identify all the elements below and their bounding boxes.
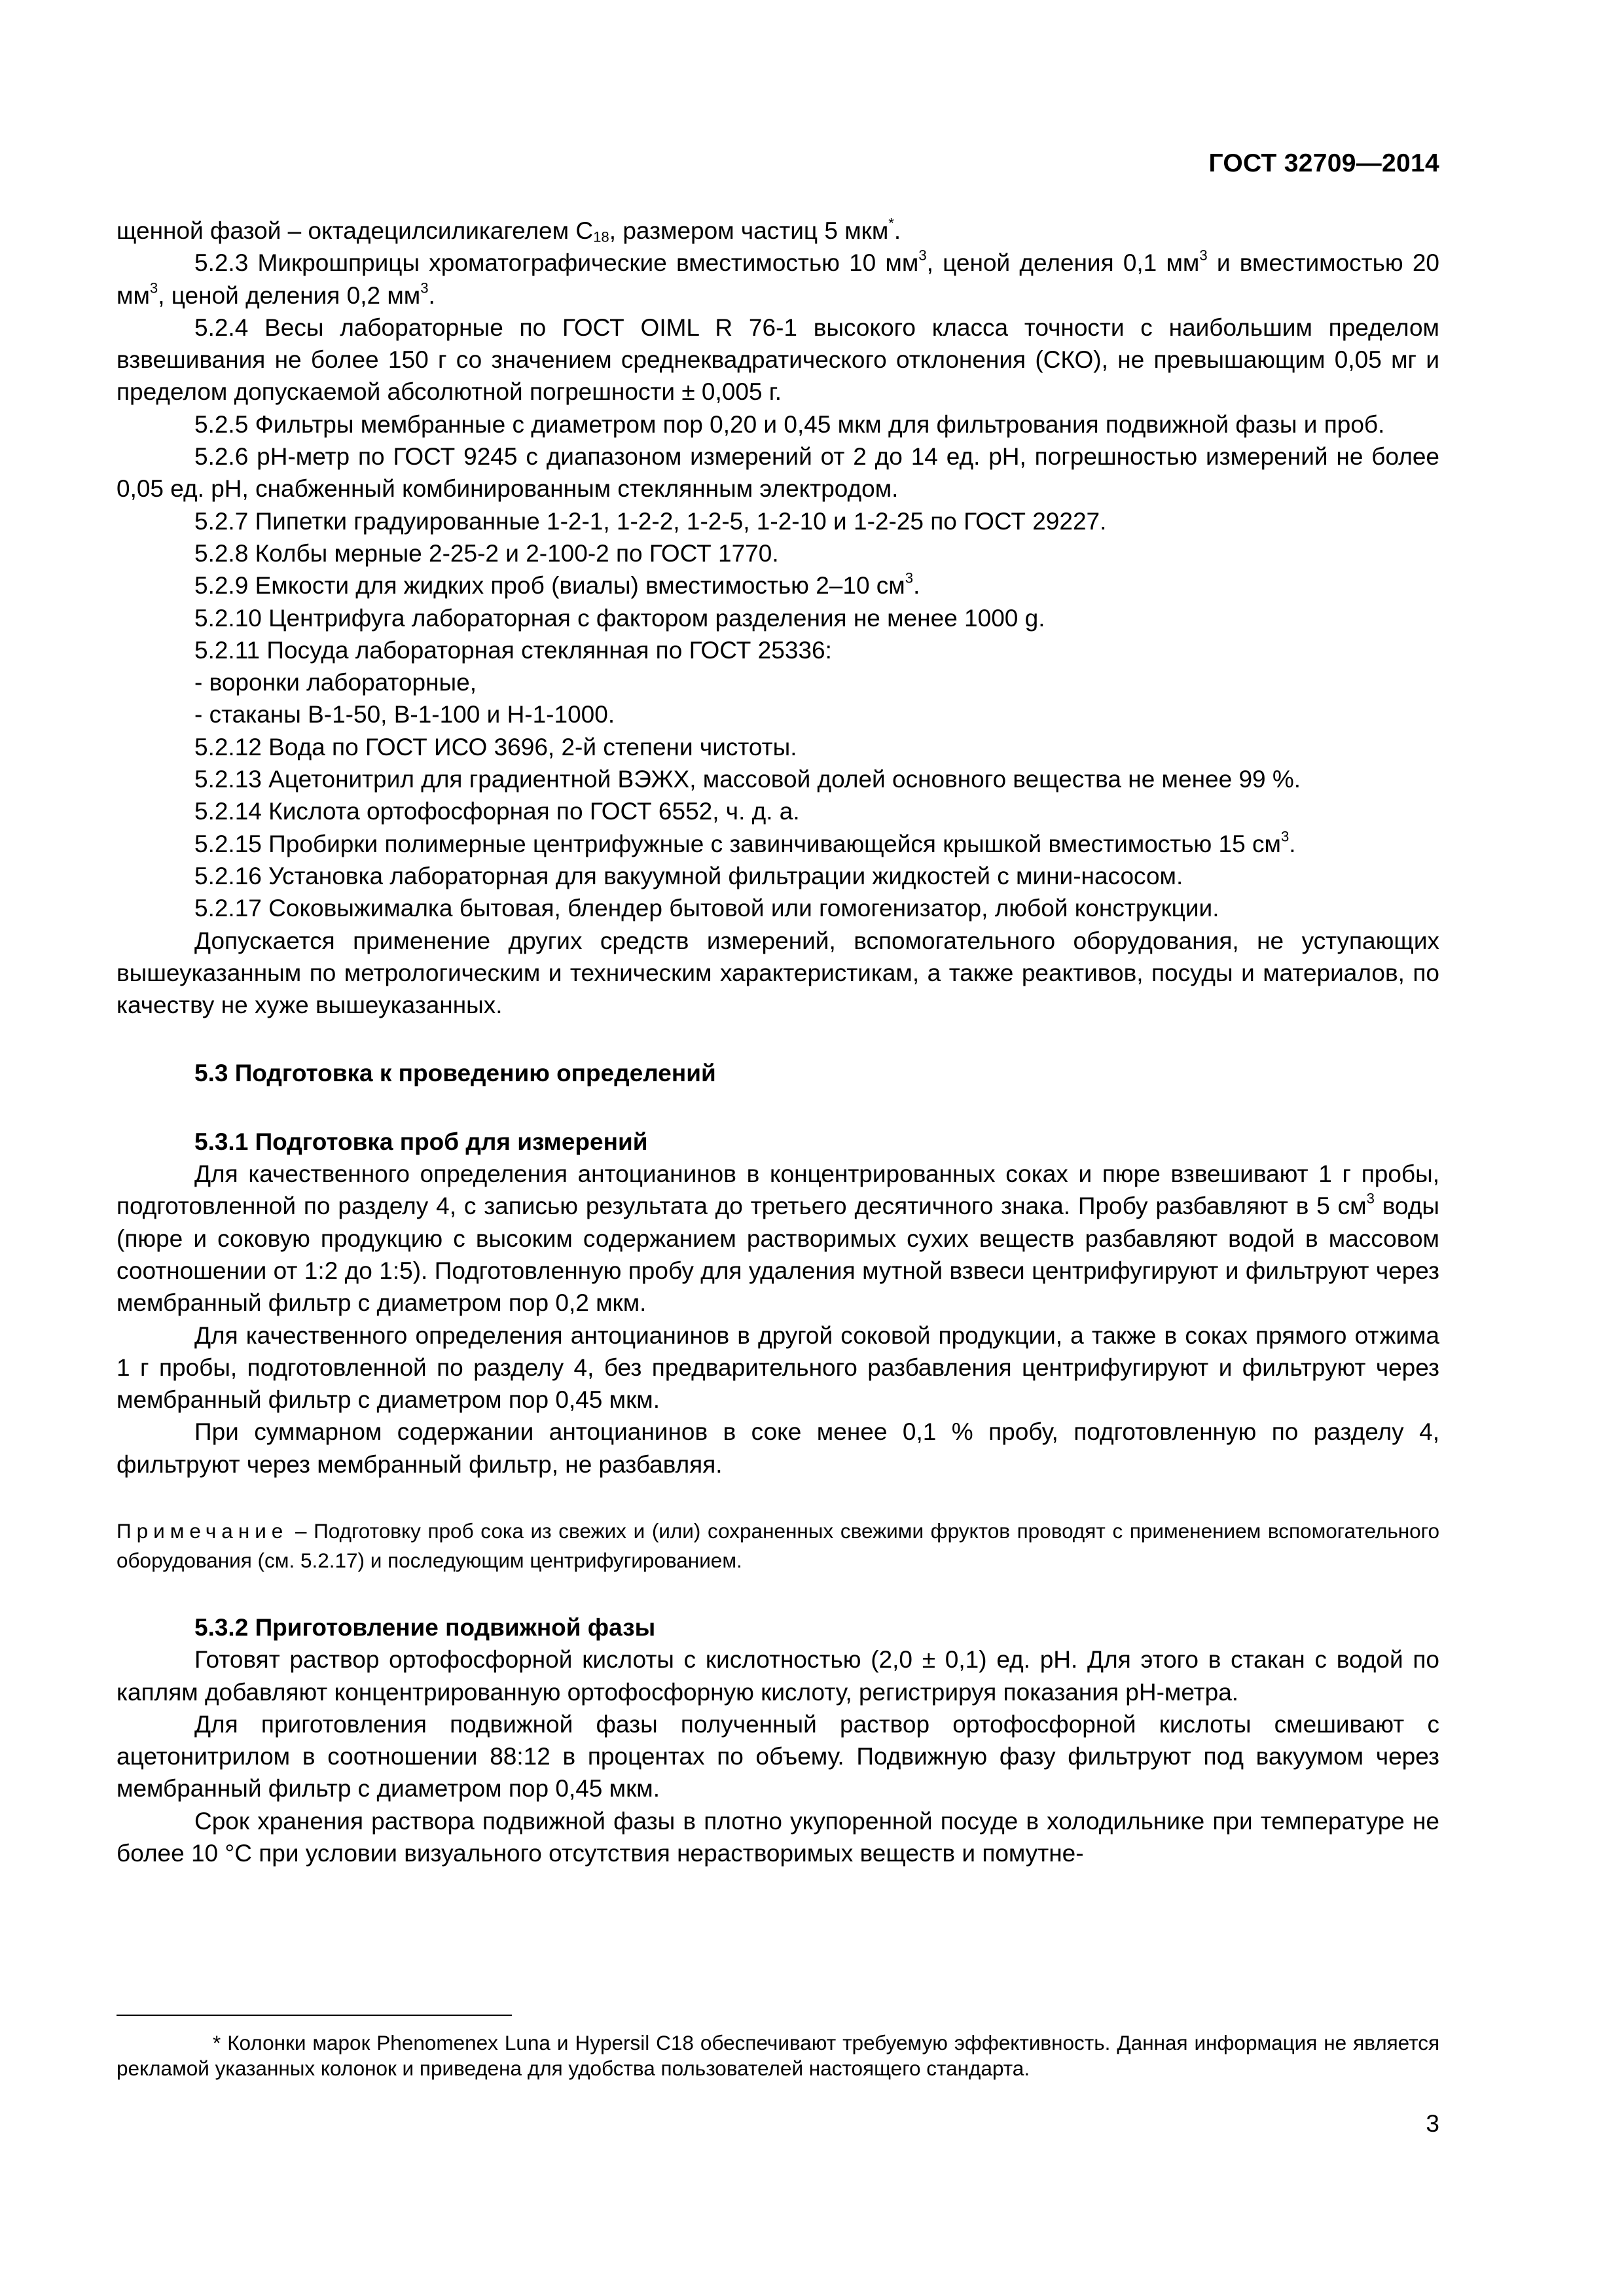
paragraph-sample-prep-low-content: При суммарном содержании антоцианинов в соке менее 0,1 % пробу, подготовленную по разделу 4, фильтруют через мембранный фильтр, не разбавляя. [117, 1418, 1439, 1478]
footnote-divider [117, 2015, 512, 2016]
paragraph-mobile-phase-mix: Для приготовления подвижной фазы полученный раствор ортофосфорной кислоты смешивают с ацетонитрилом в соотношении 88:12 в процентах по объему. Подвижную фазу фильтруют под вакуумом через мембранный фильтр с диаметром пор 0,45 мкм. [117, 1710, 1439, 1803]
paragraph-5-2-12: 5.2.12 Вода по ГОСТ ИСО 3696, 2-й степени чистоты. [194, 733, 797, 761]
note-label: Примечание [117, 1518, 289, 1543]
paragraph-sample-prep-other: Для качественного определения антоцианинов в другой соковой продукции, а также в соках прямого отжима 1 г пробы, подготовленной по разделу 4, без предварительного разбавления центрифугируют и фильтруют через мембранный фильтр с диаметром пор 0,45 мкм. [117, 1321, 1439, 1414]
paragraph-5-2-10: 5.2.10 Центрифуга лабораторная с фактором разделения не менее 1000 g. [194, 604, 1045, 632]
note: Примечание – Подготовку проб сока из свежих и (или) сохраненных свежими фруктов проводят с применением вспомогательного оборудования (см. 5.2.17) и последующим центрифугированием. [117, 1518, 1439, 1572]
paragraph-5-2-11: 5.2.11 Посуда лабораторная стеклянная по ГОСТ 25336: [194, 636, 832, 664]
paragraph-5-2-6: 5.2.6 pH-метр по ГОСТ 9245 с диапазоном измерений от 2 до 14 ед. pH, погрешностью измерений не более 0,05 ед. pH, снабженный комбинированным стеклянным электродом. [117, 443, 1439, 503]
footnote: * Колонки марок Phenomenex Luna и Hypersil C18 обеспечивают требуемую эффективность. Данная информация не является рекламой указанных колонок и приведена для удобства пользователей настоящего стандарта. [117, 2031, 1439, 2080]
paragraph-5-2-13: 5.2.13 Ацетонитрил для градиентной ВЭЖХ, массовой долей основного вещества не менее 99 %. [194, 766, 1301, 793]
document-body [117, 215, 1439, 1869]
paragraph-storage: Срок хранения раствора подвижной фазы в плотно укупоренной посуде в холодильнике при температуре не более 10 °С при условии визуального отсутствия нерастворимых веществ и помутне- [117, 1807, 1439, 1867]
document-header: ГОСТ 32709—2014 [1208, 149, 1439, 177]
subsection-heading-5-3-1: 5.3.1 Подготовка проб для измерений [194, 1128, 648, 1155]
paragraph-5-2-8: 5.2.8 Колбы мерные 2-25-2 и 2-100-2 по ГОСТ 1770. [194, 539, 779, 567]
paragraph-5-2-17: 5.2.17 Соковыжималка бытовая, блендер бытовой или гомогенизатор, любой конструкции. [194, 895, 1219, 922]
footnote-mark: * [213, 2031, 221, 2054]
paragraph-alternatives: Допускается применение других средств измерений, вспомогательного оборудования, не уступающих вышеуказанным по метрологическим и техническим характеристикам, а также реактивов, посуды и материалов, по качеству не хуже вышеуказанных. [117, 927, 1439, 1019]
paragraph-5-2-14: 5.2.14 Кислота ортофосфорная по ГОСТ 6552, ч. д. а. [194, 798, 800, 825]
subsection-heading-5-3-2: 5.3.2 Приготовление подвижной фазы [194, 1613, 656, 1641]
paragraph-5-2-16: 5.2.16 Установка лабораторная для вакуумной фильтрации жидкостей с мини-насосом. [194, 862, 1183, 889]
paragraph-5-2-5: 5.2.5 Фильтры мембранные с диаметром пор 0,20 и 0,45 мкм для фильтрования подвижной фазы и проб. [194, 410, 1385, 438]
paragraph-5-2-4: 5.2.4 Весы лабораторные по ГОСТ OIML R 76-1 высокого класса точности с наибольшим пределом взвешивания не более 150 г со значением среднеквадратического отклонения (СКО), не превышающим 0,05 мг и пределом допускаемой абсолютной погрешности ± 0,005 г. [117, 314, 1439, 406]
page-number: 3 [1426, 2110, 1439, 2137]
list-item-funnels: - воронки лабораторные, [194, 669, 477, 696]
paragraph-stationary-phase: щенной фазой – октадецилсиликагелем $С_{18}$, размером частиц 5 мкм*. [117, 215, 901, 245]
paragraph-5-2-7: 5.2.7 Пипетки градуированные 1-2-1, 1-2-2, 1-2-5, 1-2-10 и 1-2-25 по ГОСТ 29227. [194, 507, 1107, 535]
paragraph-sample-prep-concentrated: Для качественного определения антоцианинов в концентрированных соках и пюре взвешивают 1 г пробы, подготовленной по разделу 4, с записью результата до третьего десятичного знака. Пробу разбавляют в 5 $см^3$ воды (пюре и соковую продукцию с высоким содержанием растворимых сухих веществ разбавляют водой в массовом соотношении от 1:2 до 1:5). Подготовленную пробу для удаления мутной взвеси центрифугируют и фильтруют через мембранный фильтр с диаметром пор 0,2 мкм. [117, 1160, 1439, 1317]
paragraph-5-2-9: 5.2.9 Емкости для жидких проб (виалы) вместимостью 2–10 $см^3$. [194, 569, 920, 600]
paragraph-5-2-3: 5.2.3 Микрошприцы хроматографические вместимостью 10 $мм^3$, ценой деления 0,1 $мм^3$ и вместимостью 20 $мм^3$, ценой деления 0,2 $мм^3$. [117, 247, 1439, 309]
section-heading-5-3: 5.3 Подготовка к проведению определений [194, 1060, 716, 1087]
paragraph-5-2-15: 5.2.15 Пробирки полимерные центрифужные с завинчивающейся крышкой вместимостью 15 $см^3$. [194, 828, 1296, 857]
list-item-beakers: - стаканы В-1-50, В-1-100 и Н-1-1000. [194, 701, 615, 728]
paragraph-acid-solution: Готовят раствор ортофосфорной кислоты с кислотностью (2,0 ± 0,1) ед. pH. Для этого в стакан с водой по каплям добавляют концентрированную ортофосфорную кислоту, регистрируя показания pH-метра. [117, 1646, 1439, 1706]
